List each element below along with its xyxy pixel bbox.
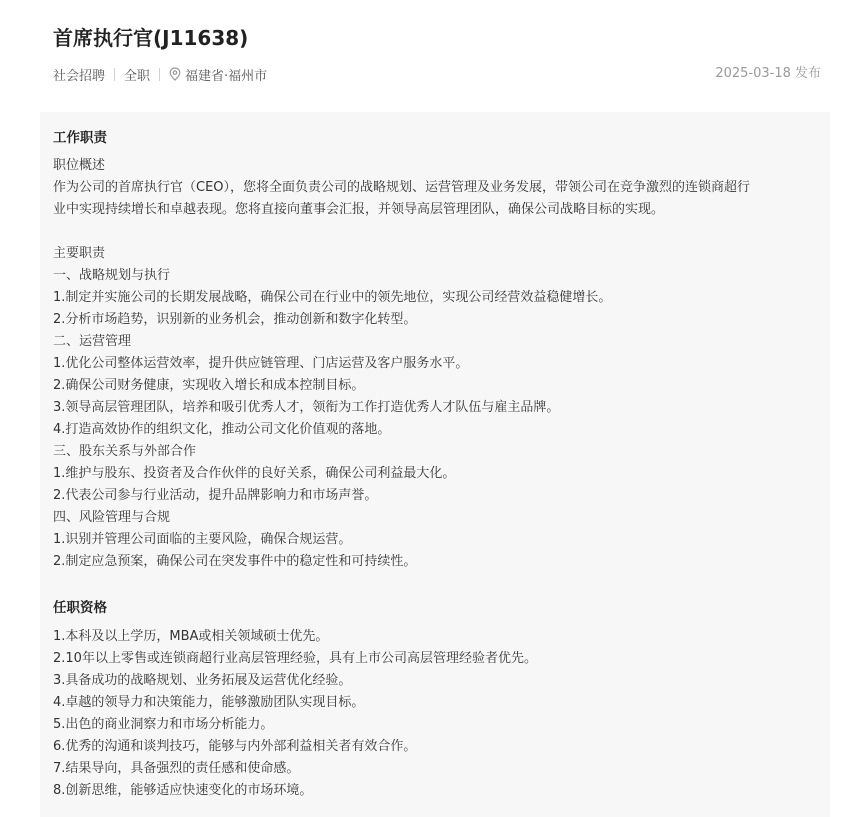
duty-item: 1.识别并管理公司面临的主要风险，确保合规运营。 xyxy=(53,532,352,547)
requirement-item: 3.具备成功的战略规划、业务拓展及运营优化经验。 xyxy=(53,673,352,688)
requirement-item: 8.创新思维，能够适应快速变化的市场环境。 xyxy=(53,783,313,798)
meta-divider xyxy=(159,68,160,81)
duty-item: 4.打造高效协作的组织文化，推动公司文化价值观的落地。 xyxy=(53,422,391,437)
overview-line: 作为公司的首席执行官（CEO），您将全面负责公司的战略规划、运营管理及业务发展，带领公司在竞争激烈的连锁商超行 xyxy=(53,180,751,195)
duty-section-risk: 四、风险管理与合规 xyxy=(53,510,171,525)
main-duties-label: 主要职责 xyxy=(53,246,106,261)
duties-heading: 工作职责 xyxy=(53,130,107,146)
meta-divider xyxy=(114,68,115,81)
map-pin-icon xyxy=(169,67,181,81)
recruit-type: 社会招聘 xyxy=(53,68,106,84)
requirement-item: 2.10年以上零售或连锁商超行业高层管理经验，具有上市公司高层管理经验者优先。 xyxy=(53,651,537,666)
duty-section-operations: 二、运营管理 xyxy=(53,334,132,349)
job-description-panel xyxy=(40,112,830,817)
requirements-content xyxy=(53,626,537,802)
duties-content xyxy=(53,155,750,573)
duty-item: 2.制定应急预案，确保公司在突发事件中的稳定性和可持续性。 xyxy=(53,554,417,569)
job-meta xyxy=(53,63,267,85)
job-location: 福建省·福州市 xyxy=(185,68,268,84)
overview-label: 职位概述 xyxy=(53,158,106,173)
requirement-item: 5.出色的商业洞察力和市场分析能力。 xyxy=(53,717,274,732)
employment-type: 全职 xyxy=(124,68,151,84)
duty-item: 2.确保公司财务健康，实现收入增长和成本控制目标。 xyxy=(53,378,365,393)
requirement-item: 7.结果导向，具备强烈的责任感和使命感。 xyxy=(53,761,300,776)
duty-item: 1.维护与股东、投资者及合作伙伴的良好关系，确保公司利益最大化。 xyxy=(53,466,456,481)
duty-item: 3.领导高层管理团队，培养和吸引优秀人才，领衔为工作打造优秀人才队伍与雇主品牌。 xyxy=(53,400,560,415)
job-title: 首席执行官(J11638) xyxy=(53,26,249,50)
overview-line: 业中实现持续增长和卓越表现。您将直接向董事会汇报，并领导高层管理团队，确保公司战略目标的实现。 xyxy=(53,202,665,217)
requirement-item: 1.本科及以上学历，MBA或相关领域硕士优先。 xyxy=(53,629,329,644)
duty-section-strategy: 一、战略规划与执行 xyxy=(53,268,171,283)
duty-item: 2.分析市场趋势，识别新的业务机会，推动创新和数字化转型。 xyxy=(53,312,417,327)
requirement-item: 6.优秀的沟通和谈判技巧，能够与内外部利益相关者有效合作。 xyxy=(53,739,417,754)
requirements-heading: 任职资格 xyxy=(53,600,107,616)
publish-date: 2025-03-18 发布 xyxy=(715,66,821,81)
duty-item: 1.制定并实施公司的长期发展战略，确保公司在行业中的领先地位，实现公司经营效益稳健增长。 xyxy=(53,290,612,305)
requirement-item: 4.卓越的领导力和决策能力，能够激励团队实现目标。 xyxy=(53,695,365,710)
duty-section-shareholders: 三、股东关系与外部合作 xyxy=(53,444,197,459)
spacer xyxy=(53,221,750,243)
duty-item: 2.代表公司参与行业活动，提升品牌影响力和市场声誉。 xyxy=(53,488,378,503)
duty-item: 1.优化公司整体运营效率，提升供应链管理、门店运营及客户服务水平。 xyxy=(53,356,469,371)
